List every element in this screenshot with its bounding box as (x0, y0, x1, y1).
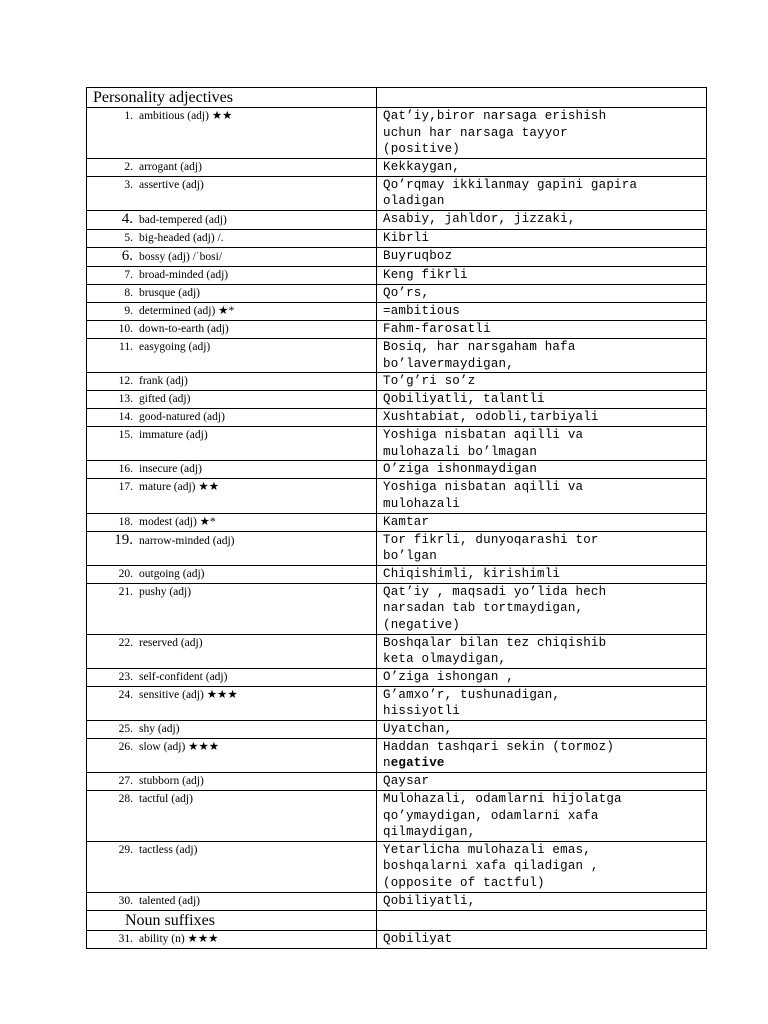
row-number: 3. (124, 178, 133, 191)
translation-text: To’g’ri so’z (383, 374, 476, 389)
row-number: 19. (114, 531, 133, 548)
table-row (87, 930, 707, 948)
row-number: 23. (118, 670, 133, 683)
term-cell (87, 266, 377, 284)
term-text: self-confident (adj) (139, 670, 228, 683)
term-text: stubborn (adj) (139, 775, 204, 788)
row-number: 11. (119, 340, 133, 353)
translation-cell (377, 461, 707, 479)
translation-text: Qo’rs, (383, 285, 430, 300)
term-cell (87, 668, 377, 686)
translation-cell (377, 229, 707, 247)
row-number: 12. (118, 375, 133, 388)
row-number: 15. (118, 429, 133, 442)
row-number: 7. (124, 268, 133, 281)
term-text: slow (adj) ★★★ (139, 740, 220, 753)
table-row (87, 320, 707, 338)
table-row (87, 409, 707, 427)
empty-cell (377, 88, 707, 108)
table-row (87, 391, 707, 409)
translation-cell (377, 583, 707, 634)
table-row (87, 229, 707, 247)
translation-text: Kibrli (383, 230, 430, 245)
term-cell (87, 302, 377, 320)
translation-cell (377, 176, 707, 210)
term-text: good-natured (adj) (139, 411, 225, 424)
translation-cell (377, 738, 707, 772)
translation-cell (377, 266, 707, 284)
translation-cell (377, 108, 707, 159)
term-text: assertive (adj) (139, 178, 204, 191)
row-number: 8. (124, 286, 133, 299)
table-row (87, 634, 707, 668)
term-text: reserved (adj) (139, 636, 203, 649)
translation-cell (377, 634, 707, 668)
table-row (87, 686, 707, 720)
row-number: 17. (118, 481, 133, 494)
translation-text: Qat’iy,biror narsaga erishish uchun har narsaga tayyor (positive) (383, 109, 607, 157)
term-cell (87, 391, 377, 409)
table-row (87, 773, 707, 791)
term-cell (87, 686, 377, 720)
row-number: 21. (118, 585, 133, 598)
empty-cell (377, 910, 707, 930)
row-number: 6. (121, 247, 133, 264)
vocabulary-table (86, 87, 707, 949)
table-row (87, 210, 707, 229)
row-number: 27. (118, 775, 133, 788)
term-text: modest (adj) ★* (139, 515, 216, 528)
translation-text: Uyatchan, (383, 721, 453, 736)
translation-cell (377, 320, 707, 338)
term-text: brusque (adj) (139, 286, 200, 299)
term-cell (87, 773, 377, 791)
table-row (87, 266, 707, 284)
term-text: bossy (adj) /ˈbosi/ (139, 250, 223, 263)
row-number: 26. (118, 740, 133, 753)
translation-cell (377, 841, 707, 892)
translation-cell (377, 892, 707, 910)
translation-text: O’ziga ishonmaydigan (383, 462, 538, 477)
translation-cell (377, 930, 707, 948)
translation-text: Kekkaygan, (383, 159, 461, 174)
translation-cell (377, 302, 707, 320)
table-row (87, 284, 707, 302)
table-row (87, 738, 707, 772)
section-heading: Personality adjectives (87, 88, 377, 108)
term-text: talented (adj) (139, 894, 200, 907)
translation-text: Mulohazali, odamlarni hijolatga qo’ymaydigan, odamlarni xafa qilmaydigan, (383, 792, 622, 840)
row-number: 1. (124, 110, 133, 122)
translation-text: Qo’rqmay ikkilanmay gapini gapira oladigan (383, 177, 638, 209)
row-number: 24. (118, 688, 133, 701)
row-number: 13. (118, 393, 133, 406)
term-cell (87, 479, 377, 513)
term-text: big-headed (adj) /. (139, 231, 224, 244)
translation-cell (377, 427, 707, 461)
row-number: 14. (118, 411, 133, 424)
translation-text: Qobiliyat (383, 931, 453, 946)
term-cell (87, 108, 377, 159)
translation-cell (377, 791, 707, 842)
term-text: mature (adj) ★★ (139, 481, 220, 494)
term-text: frank (adj) (139, 375, 188, 388)
term-text: broad-minded (adj) (139, 268, 229, 281)
row-number: 22. (118, 636, 133, 649)
term-text: outgoing (adj) (139, 567, 205, 580)
translation-cell (377, 686, 707, 720)
term-cell (87, 565, 377, 583)
translation-cell (377, 773, 707, 791)
translation-bold-word: egative (390, 756, 445, 771)
term-cell (87, 338, 377, 372)
table-row (87, 427, 707, 461)
row-number: 18. (118, 515, 133, 528)
term-cell (87, 229, 377, 247)
row-number: 5. (124, 231, 133, 244)
translation-text: Qat’iy , maqsadi yo’lida hech narsadan tab tortmaydigan, (negative) (383, 584, 607, 632)
term-text: down-to-earth (adj) (139, 322, 229, 335)
term-text: tactless (adj) (139, 843, 198, 856)
table-row (87, 720, 707, 738)
term-text: arrogant (adj) (139, 160, 202, 173)
term-text: narrow-minded (adj) (139, 534, 235, 547)
table-row (87, 302, 707, 320)
translation-cell (377, 373, 707, 391)
table-row (87, 583, 707, 634)
translation-text: Chiqishimli, kirishimli (383, 566, 561, 581)
row-number: 2. (124, 160, 133, 173)
section-heading-row (87, 88, 707, 108)
term-cell (87, 409, 377, 427)
translation-cell (377, 210, 707, 229)
row-number: 4. (121, 210, 133, 227)
term-cell (87, 892, 377, 910)
translation-text: Yoshiga nisbatan aqilli va mulohazali (383, 480, 584, 511)
term-text: gifted (adj) (139, 393, 191, 406)
term-cell (87, 427, 377, 461)
term-cell (87, 513, 377, 531)
table-row (87, 108, 707, 159)
table-row (87, 338, 707, 372)
term-cell (87, 841, 377, 892)
table-row (87, 892, 707, 910)
term-cell (87, 176, 377, 210)
translation-cell (377, 479, 707, 513)
translation-text: Qobiliyatli, (383, 893, 476, 908)
translation-text: Bosiq, har narsgaham hafa bo’lavermaydigan, (383, 339, 576, 371)
table-row (87, 461, 707, 479)
term-cell (87, 247, 377, 266)
table-row (87, 791, 707, 842)
translation-cell (377, 720, 707, 738)
translation-text: Tor fikrli, dunyoqarashi tor bo’lgan (383, 532, 599, 564)
term-text: ambitious (adj) ★★ (139, 110, 233, 122)
term-cell (87, 791, 377, 842)
term-cell (87, 634, 377, 668)
term-text: ability (n) ★★★ (139, 932, 219, 945)
translation-text: O’ziga ishongan , (383, 669, 514, 684)
table-row (87, 668, 707, 686)
translation-text: Fahm-farosatli (383, 321, 491, 336)
term-cell (87, 158, 377, 176)
term-text: easygoing (adj) (139, 340, 211, 353)
translation-text: Qaysar (383, 774, 430, 789)
translation-cell (377, 531, 707, 565)
translation-text: Xushtabiat, odobli,tarbiyali (383, 410, 599, 425)
translation-text: Kamtar (383, 514, 430, 529)
translation-cell (377, 284, 707, 302)
translation-text: Asabiy, jahldor, jizzaki, (383, 211, 576, 226)
section-heading-row (87, 910, 707, 930)
translation-bold-prefix: n (383, 756, 391, 771)
term-cell (87, 373, 377, 391)
term-cell (87, 320, 377, 338)
translation-cell (377, 391, 707, 409)
row-number: 20. (118, 567, 133, 580)
term-text: immature (adj) (139, 429, 208, 442)
row-number: 25. (118, 722, 133, 735)
table-row (87, 176, 707, 210)
translation-text: Keng fikrli (383, 267, 468, 282)
section-heading: Noun suffixes (87, 910, 377, 930)
translation-text: G’amxo’r, tushunadigan, hissiyotli (383, 687, 561, 719)
translation-text: Yoshiga nisbatan aqilli va mulohazali bo’lmagan (383, 428, 584, 459)
table-row (87, 373, 707, 391)
term-cell (87, 531, 377, 565)
translation-text: Haddan tashqari sekin (tormoz) (383, 739, 615, 754)
term-cell (87, 720, 377, 738)
translation-text: Boshqalar bilan tez chiqishib keta olmaydigan, (383, 635, 607, 667)
term-text: tactful (adj) (139, 793, 193, 806)
translation-text: =ambitious (383, 303, 461, 318)
term-text: pushy (adj) (139, 585, 192, 598)
term-cell (87, 738, 377, 772)
term-cell (87, 930, 377, 948)
row-number: 30. (118, 894, 133, 907)
translation-cell (377, 247, 707, 266)
term-cell (87, 583, 377, 634)
translation-text: Qobiliyatli, talantli (383, 392, 545, 407)
term-text: sensitive (adj) ★★★ (139, 688, 238, 701)
term-text: insecure (adj) (139, 463, 202, 476)
translation-cell (377, 513, 707, 531)
translation-cell (377, 565, 707, 583)
table-row (87, 479, 707, 513)
table-row (87, 565, 707, 583)
translation-cell (377, 409, 707, 427)
term-cell (87, 210, 377, 229)
table-row (87, 247, 707, 266)
term-text: bad-tempered (adj) (139, 213, 227, 226)
translation-cell (377, 158, 707, 176)
table-row (87, 841, 707, 892)
row-number: 29. (118, 843, 133, 856)
term-cell (87, 461, 377, 479)
row-number: 28. (118, 793, 133, 806)
translation-cell (377, 668, 707, 686)
row-number: 16. (118, 463, 133, 476)
term-text: shy (adj) (139, 722, 180, 735)
translation-text: Yetarlicha mulohazali emas, boshqalarni xafa qiladigan , (opposite of tactful) (383, 842, 599, 891)
translation-text: Buyruqboz (383, 248, 453, 263)
term-text: determined (adj) ★* (139, 304, 235, 317)
row-number: 10. (118, 322, 133, 335)
table-row (87, 531, 707, 565)
table-row (87, 158, 707, 176)
table-row (87, 513, 707, 531)
row-number: 9. (124, 304, 133, 317)
translation-cell (377, 338, 707, 372)
row-number: 31. (118, 932, 133, 945)
term-cell (87, 284, 377, 302)
